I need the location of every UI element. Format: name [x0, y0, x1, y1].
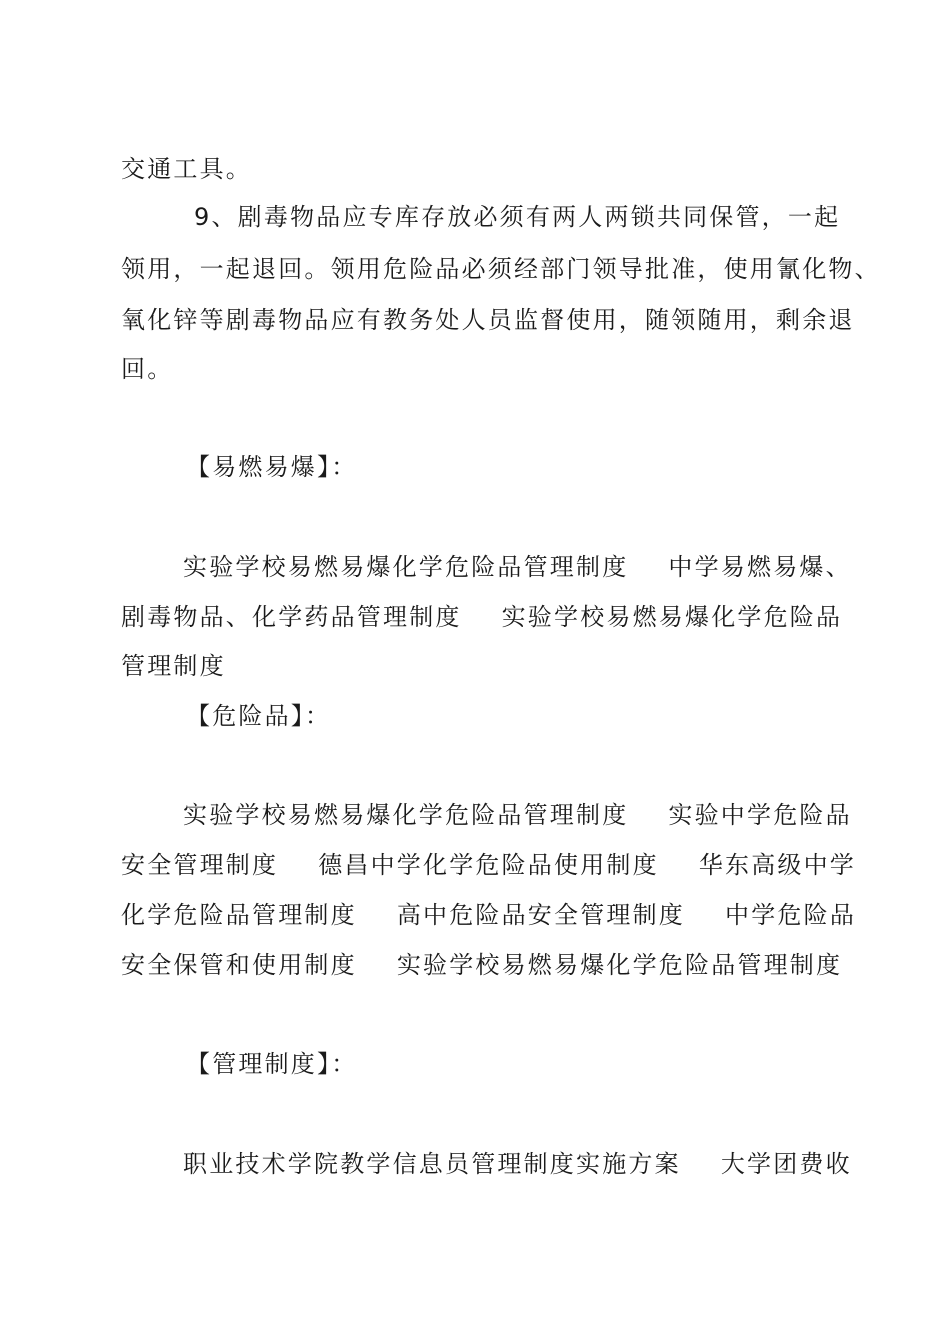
paragraph-text: 领用，一起退回。领用危险品必须经部门领导批准，使用氰化物、	[121, 255, 881, 283]
section-heading: 【易燃易爆】：	[186, 453, 358, 481]
related-links-line	[183, 552, 852, 582]
related-links-line	[183, 1149, 852, 1179]
related-link[interactable]: 安全保管和使用制度	[121, 951, 357, 979]
related-link[interactable]: 德昌中学化学危险品使用制度	[318, 851, 659, 879]
related-link[interactable]: 化学危险品管理制度	[121, 901, 357, 929]
paragraph-text: 回。	[121, 355, 174, 383]
related-link[interactable]: 中学危险品	[725, 901, 857, 929]
related-links-line	[121, 602, 842, 632]
paragraph-text: 9、剧毒物品应专库存放必须有两人两锁共同保管，一起	[194, 203, 841, 231]
related-link[interactable]: 管理制度	[121, 652, 226, 680]
related-link[interactable]: 实验学校易燃易爆化学危险品	[501, 603, 843, 631]
related-link[interactable]: 剧毒物品、化学药品管理制度	[121, 603, 462, 631]
related-link[interactable]: 职业技术学院教学信息员管理制度实施方案	[183, 1150, 681, 1178]
related-link[interactable]: 实验中学危险品	[668, 801, 852, 829]
related-links-line	[121, 900, 856, 930]
related-link[interactable]: 安全管理制度	[121, 851, 279, 879]
paragraph-text: 交通工具。	[121, 155, 252, 183]
section-heading: 【管理制度】：	[186, 1050, 358, 1078]
related-links-line	[121, 950, 842, 980]
related-link[interactable]: 高中危险品安全管理制度	[396, 901, 686, 929]
related-link[interactable]: 实验学校易燃易爆化学危险品管理制度	[396, 951, 843, 979]
related-link[interactable]: 实验学校易燃易爆化学危险品管理制度	[183, 801, 629, 829]
section-heading: 【危险品】：	[186, 702, 332, 730]
related-links-line	[121, 850, 856, 880]
paragraph-text: 氧化锌等剧毒物品应有教务处人员监督使用，随领随用，剩余退	[121, 306, 855, 334]
related-link[interactable]: 华东高级中学	[698, 851, 857, 879]
related-link[interactable]: 实验学校易燃易爆化学危险品管理制度	[183, 553, 629, 581]
related-link[interactable]: 大学团费收	[720, 1150, 852, 1178]
related-link[interactable]: 中学易燃易爆、	[668, 553, 852, 581]
related-links-line	[183, 800, 852, 830]
related-links-line	[121, 651, 226, 681]
